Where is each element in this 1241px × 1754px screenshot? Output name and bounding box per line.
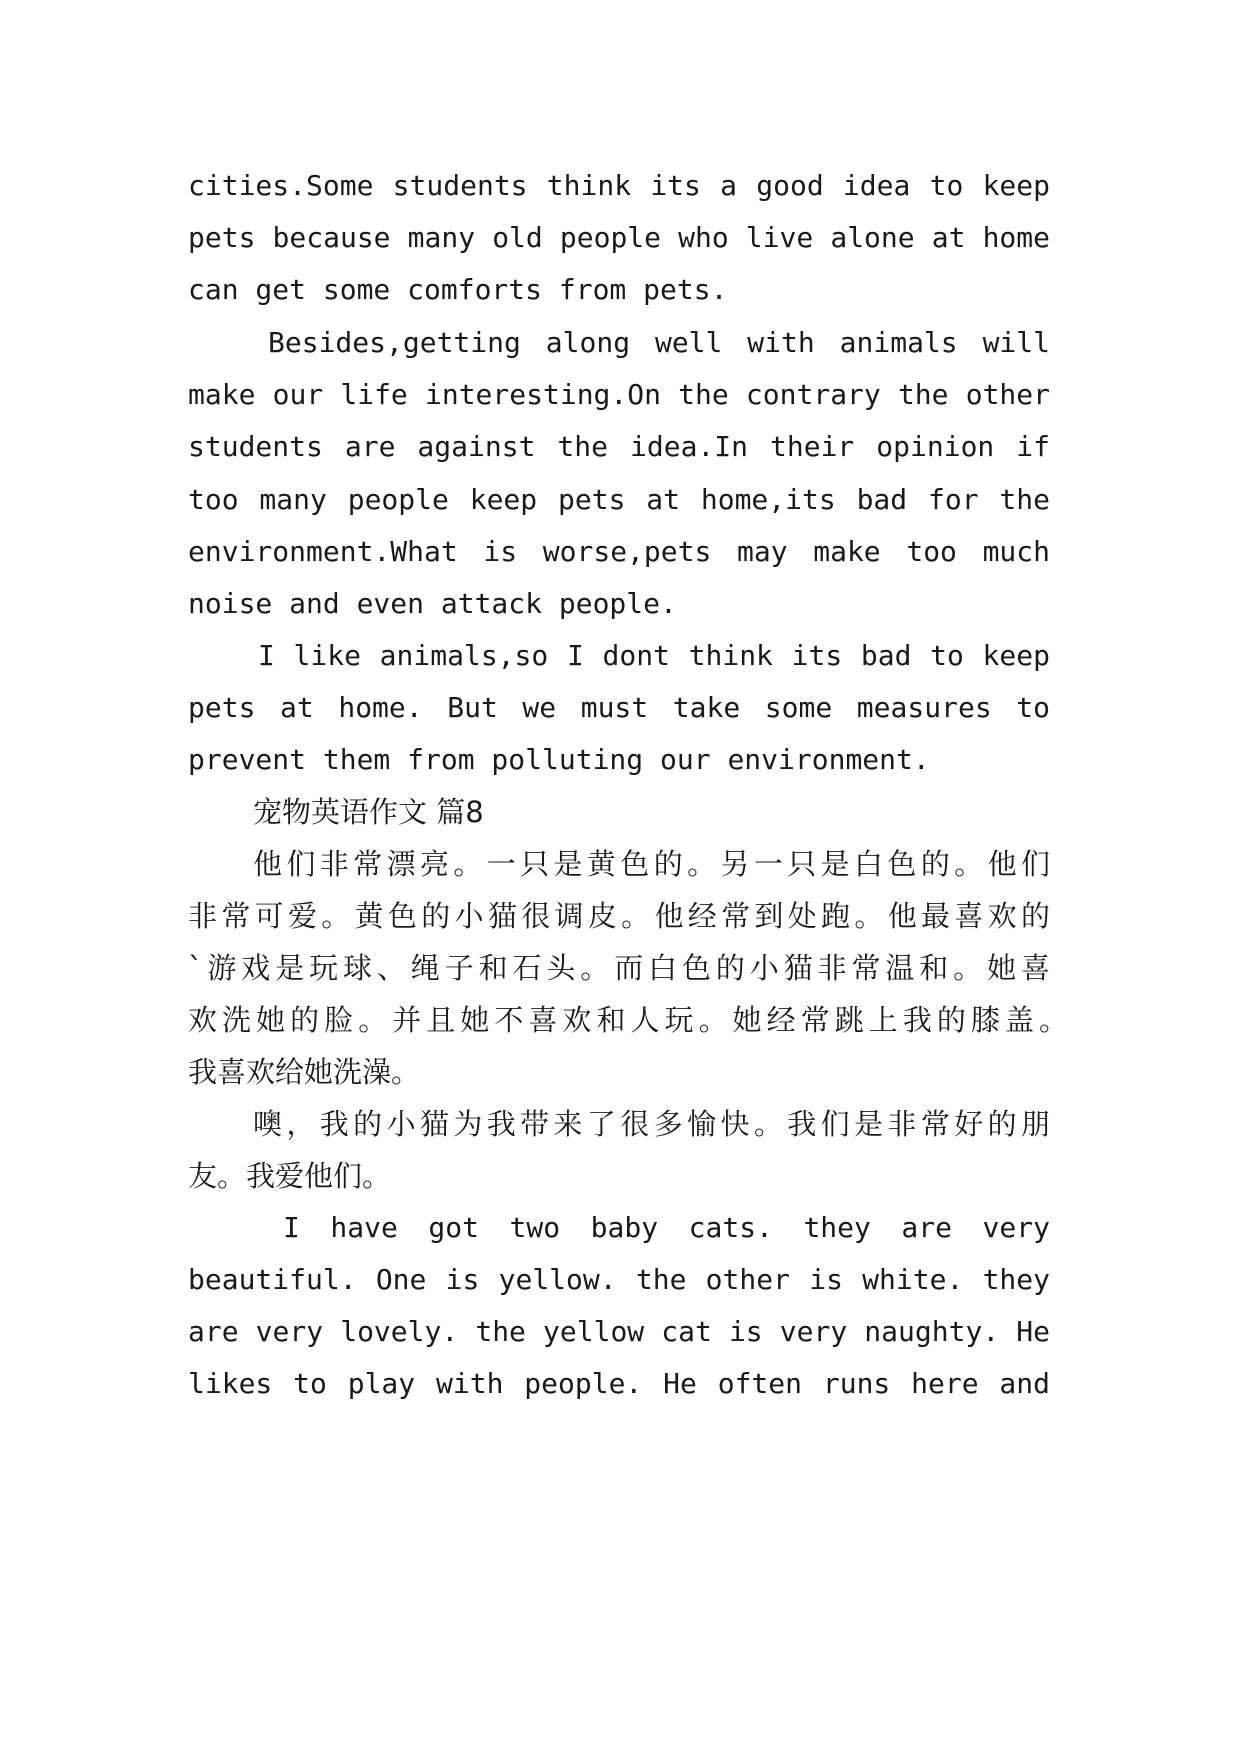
text-line: 友。我爱他们。 (188, 1159, 392, 1193)
text-line: pets at home. But we must take some measures to (188, 691, 1050, 724)
text-line: cities.Some students think its a good idea to keep (188, 169, 1050, 202)
text-line: likes to play with people. He often runs here and (188, 1367, 1050, 1400)
text-line: pets because many old people who live alone at home (188, 221, 1050, 254)
text-line: beautiful. One is yellow. the other is white. they (188, 1263, 1050, 1296)
text-line: 欢洗她的脸。并且她不喜欢和人玩。她经常跳上我的膝盖。 (188, 1003, 1068, 1037)
text-line: 我喜欢给她洗澡。 (188, 1055, 421, 1089)
text-line: make our life interesting.On the contrary the other (188, 378, 1050, 411)
text-line: students are against the idea.In their opinion if (188, 430, 1050, 463)
text-line: can get some comforts from pets. (188, 273, 728, 306)
text-line: 非常可爱。黄色的小猫很调皮。他经常到处跑。他最喜欢的 (188, 899, 1050, 933)
text-line: I like animals,so I dont think its bad to keep (258, 639, 1050, 672)
text-line: I have got two baby cats. they are very (283, 1211, 1050, 1244)
text-line: prevent them from polluting our environment. (188, 743, 930, 776)
text-line: too many people keep pets at home,its bad for the (188, 483, 1050, 516)
text-line: 噢，我的小猫为我带来了很多愉快。我们是非常好的朋 (253, 1107, 1050, 1141)
text-line: Besides,getting along well with animals will (268, 326, 1050, 359)
text-line: noise and even attack people. (188, 587, 677, 620)
text-line: are very lovely. the yellow cat is very naughty. He (188, 1315, 1050, 1348)
text-line: 他们非常漂亮。一只是黄色的。另一只是白色的。他们 (253, 847, 1050, 881)
text-line: `游戏是玩球、绳子和石头。而白色的小猫非常温和。她喜 (188, 951, 1050, 985)
section-heading: 宠物英语作文 篇8 (253, 795, 484, 829)
text-line: environment.What is worse,pets may make too much (188, 535, 1050, 568)
